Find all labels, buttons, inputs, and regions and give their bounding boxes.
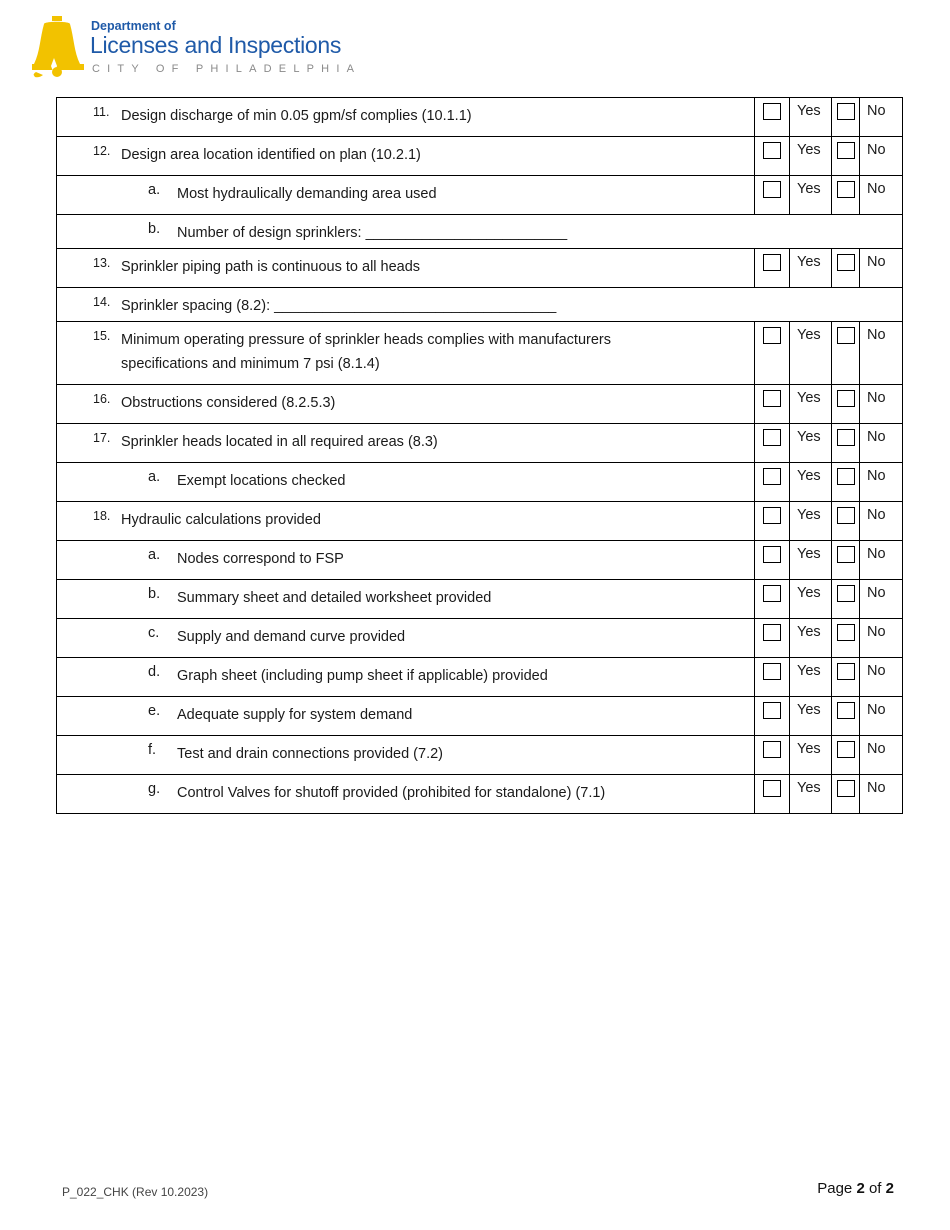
city-line: CITY OF PHILADELPHIA — [92, 63, 362, 75]
yes-label: Yes — [790, 697, 832, 736]
yes-label: Yes — [790, 424, 832, 463]
yes-label: Yes — [790, 98, 832, 137]
no-checkbox[interactable] — [837, 507, 855, 524]
checklist-table — [56, 97, 903, 814]
table-row — [57, 322, 903, 385]
dept-logo — [30, 12, 370, 80]
liberty-bell-icon — [30, 12, 88, 78]
no-label: No — [860, 249, 903, 288]
no-checkbox[interactable] — [837, 429, 855, 446]
no-label: No — [860, 424, 903, 463]
no-checkbox[interactable] — [837, 663, 855, 680]
yes-checkbox[interactable] — [763, 327, 781, 344]
no-checkbox[interactable] — [837, 142, 855, 159]
table-row — [57, 249, 903, 288]
item-letter: a. — [148, 469, 161, 485]
no-label: No — [860, 98, 903, 137]
item-letter: b. — [148, 586, 161, 602]
yes-label: Yes — [790, 463, 832, 502]
item-number: 13. — [93, 256, 111, 270]
item-letter: e. — [148, 703, 161, 719]
no-label: No — [860, 463, 903, 502]
table-row — [57, 658, 903, 697]
table-row — [57, 736, 903, 775]
no-checkbox[interactable] — [837, 546, 855, 563]
item-text: Adequate supply for system demand — [177, 707, 413, 723]
yes-label: Yes — [790, 736, 832, 775]
yes-checkbox[interactable] — [763, 702, 781, 719]
item-letter: d. — [148, 664, 161, 680]
no-label: No — [860, 775, 903, 814]
item-text: Most hydraulically demanding area used — [177, 186, 437, 202]
yes-label: Yes — [790, 322, 832, 385]
item-number: 15. — [93, 329, 111, 343]
no-checkbox[interactable] — [837, 585, 855, 602]
yes-checkbox[interactable] — [763, 585, 781, 602]
table-row — [57, 385, 903, 424]
no-checkbox[interactable] — [837, 181, 855, 198]
yes-checkbox[interactable] — [763, 741, 781, 758]
no-label: No — [860, 580, 903, 619]
yes-checkbox[interactable] — [763, 507, 781, 524]
no-checkbox[interactable] — [837, 624, 855, 641]
no-checkbox[interactable] — [837, 741, 855, 758]
yes-label: Yes — [790, 176, 832, 215]
yes-checkbox[interactable] — [763, 624, 781, 641]
no-label: No — [860, 736, 903, 775]
yes-checkbox[interactable] — [763, 663, 781, 680]
yes-label: Yes — [790, 541, 832, 580]
table-row — [57, 775, 903, 814]
yes-label: Yes — [790, 775, 832, 814]
table-row — [57, 697, 903, 736]
item-text: Design area location identified on plan (10.2.1) — [121, 147, 421, 163]
item-letter: b. — [148, 221, 161, 237]
no-checkbox[interactable] — [837, 327, 855, 344]
yes-checkbox[interactable] — [763, 546, 781, 563]
item-number: 17. — [93, 431, 111, 445]
yes-label: Yes — [790, 580, 832, 619]
item-letter: c. — [148, 625, 160, 641]
yes-label: Yes — [790, 385, 832, 424]
no-label: No — [860, 619, 903, 658]
no-checkbox[interactable] — [837, 103, 855, 120]
table-row — [57, 98, 903, 137]
table-row — [57, 215, 903, 249]
no-checkbox[interactable] — [837, 390, 855, 407]
item-text: Nodes correspond to FSP — [177, 551, 344, 567]
table-row — [57, 502, 903, 541]
yes-checkbox[interactable] — [763, 390, 781, 407]
yes-label: Yes — [790, 619, 832, 658]
item-text: Control Valves for shutoff provided (prohibited for standalone) (7.1) — [177, 785, 606, 801]
no-label: No — [860, 322, 903, 385]
item-text: Minimum operating pressure of sprinkler heads complies with manufacturers specifications and minimum 7 psi (8.1.4) — [121, 332, 611, 372]
no-checkbox[interactable] — [837, 702, 855, 719]
item-letter: a. — [148, 547, 161, 563]
item-text: Obstructions considered (8.2.5.3) — [121, 395, 336, 411]
table-row — [57, 463, 903, 502]
yes-checkbox[interactable] — [763, 254, 781, 271]
yes-checkbox[interactable] — [763, 103, 781, 120]
no-label: No — [860, 658, 903, 697]
table-row — [57, 619, 903, 658]
no-label: No — [860, 137, 903, 176]
table-row — [57, 424, 903, 463]
yes-label: Yes — [790, 137, 832, 176]
item-text: Supply and demand curve provided — [177, 629, 406, 645]
page-word: Page — [817, 1180, 853, 1197]
no-label: No — [860, 176, 903, 215]
table-row — [57, 176, 903, 215]
no-checkbox[interactable] — [837, 780, 855, 797]
no-label: No — [860, 541, 903, 580]
item-text: Sprinkler piping path is continuous to all heads — [121, 259, 421, 275]
sprinkler-spacing-field[interactable]: Sprinkler spacing (8.2): ___________________________________ — [121, 298, 557, 314]
item-text: Test and drain connections provided (7.2) — [177, 746, 443, 762]
yes-checkbox[interactable] — [763, 181, 781, 198]
no-label: No — [860, 385, 903, 424]
department-line: Department of — [91, 19, 176, 33]
yes-label: Yes — [790, 502, 832, 541]
org-name: Licenses and Inspections — [90, 32, 342, 58]
item-number: 18. — [93, 509, 111, 523]
no-checkbox[interactable] — [837, 468, 855, 485]
no-checkbox[interactable] — [837, 254, 855, 271]
design-sprinklers-field[interactable]: Number of design sprinklers: _________________________ — [177, 225, 568, 241]
table-row — [57, 541, 903, 580]
item-number: 12. — [93, 144, 111, 158]
item-letter: a. — [148, 182, 161, 198]
item-letter: f. — [148, 742, 157, 758]
item-text: Exempt locations checked — [177, 473, 346, 489]
item-text: Hydraulic calculations provided — [121, 512, 321, 528]
yes-checkbox[interactable] — [763, 780, 781, 797]
item-text: Summary sheet and detailed worksheet provided — [177, 590, 492, 606]
yes-checkbox[interactable] — [763, 468, 781, 485]
yes-checkbox[interactable] — [763, 142, 781, 159]
no-label: No — [860, 697, 903, 736]
yes-checkbox[interactable] — [763, 429, 781, 446]
item-text: Design discharge of min 0.05 gpm/sf complies (10.1.1) — [121, 108, 472, 124]
item-text: Sprinkler heads located in all required areas (8.3) — [121, 434, 438, 450]
table-row — [57, 137, 903, 176]
page-of: of — [868, 1180, 882, 1197]
item-letter: g. — [148, 781, 161, 797]
page-indicator — [817, 1180, 894, 1197]
item-number: 16. — [93, 392, 111, 406]
item-number: 11. — [93, 105, 110, 119]
no-label: No — [860, 502, 903, 541]
table-row — [57, 580, 903, 619]
page-total: 2 — [885, 1180, 894, 1197]
item-number: 14. — [93, 295, 111, 309]
yes-label: Yes — [790, 658, 832, 697]
item-text: Graph sheet (including pump sheet if applicable) provided — [177, 668, 548, 684]
table-row — [57, 288, 903, 322]
yes-label: Yes — [790, 249, 832, 288]
page-current: 2 — [856, 1180, 865, 1197]
form-code: P_022_CHK (Rev 10.2023) — [62, 1185, 209, 1199]
